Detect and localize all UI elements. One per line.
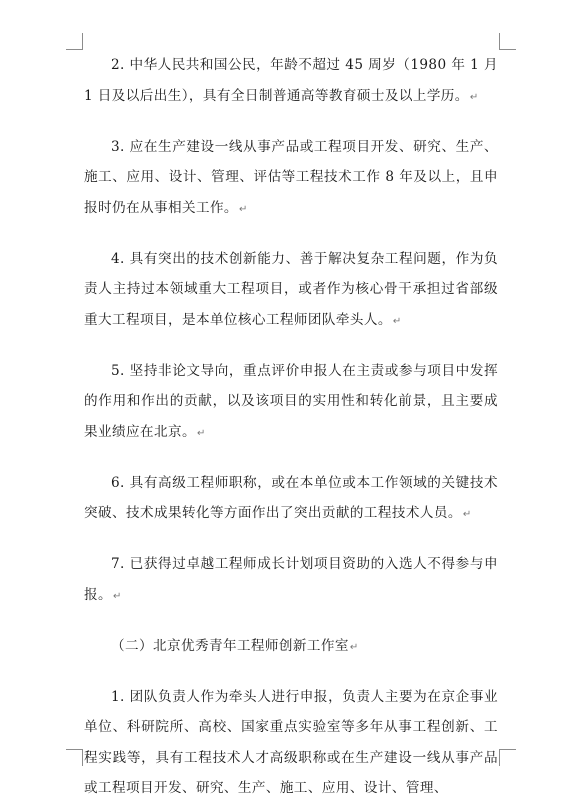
paragraph-mark-icon: ↵ — [462, 509, 472, 520]
paragraph-item-2[interactable] — [84, 50, 498, 113]
paragraph-item-3[interactable] — [84, 132, 498, 226]
paragraph-mark-icon: ↵ — [113, 590, 122, 602]
paragraph-item-7[interactable] — [84, 549, 498, 612]
paragraph-text: 3. 应在生产建设一线从事产品或工程项目开发、研究、生产、施工、应用、设计、管理、评估等工程技术工作 8 年及以上，且申报时仍在从事相关工作。 — [84, 138, 498, 216]
paragraph-text: 6. 具有高级工程师职称，或在本单位或本工作领域的关键技术突破、技术成果转化等方面作出了突出贡献的工程技术人员。 — [84, 474, 498, 521]
paragraph-mark-icon: ↵ — [392, 315, 402, 327]
paragraph-text: 7. 已获得过卓越工程师成长计划项目资助的入选人不得参与申报。 — [84, 556, 498, 603]
crop-mark-bottom-left — [66, 749, 83, 766]
paragraph-mark-icon: ↵ — [238, 203, 248, 215]
paragraph-text: 1. 团队负责人作为牵头人进行申报，负责人主要为在京企事业单位、科研院所、高校、国家重点实验室等多年从事工程创新、工程实践等，具有工程技术人才高级职称或在生产建设一线从事产品或工程项目开发、研究、生产、施工、应用、设计、管理、 — [84, 688, 498, 796]
paragraph-mark-icon: ↵ — [349, 641, 359, 653]
section-heading[interactable] — [84, 631, 498, 664]
paragraph-mark-icon: ↵ — [196, 427, 206, 439]
crop-mark-top-left — [66, 33, 83, 50]
paragraph-item-4[interactable] — [84, 244, 498, 338]
paragraph-text: 5. 坚持非论文导向，重点评价申报人在主责或参与项目中发挥的作用和作出的贡献，以及该项目的实用性和转化前景，且主要成果业绩应在北京。 — [84, 362, 498, 440]
paragraph-item-6[interactable] — [84, 468, 498, 531]
paragraph-mark-icon: ↵ — [469, 91, 479, 103]
paragraph-item-5[interactable] — [84, 356, 498, 450]
document-body[interactable] — [84, 50, 498, 808]
paragraph-text: 2. 中华人民共和国公民，年龄不超过 45 周岁（1980 年 1 月 1 日及以后出生），具有全日制普通高等教育硕士及以上学历。 — [84, 57, 498, 104]
section-heading-text: （二）北京优秀青年工程师创新工作室 — [111, 637, 349, 654]
paragraph-item-team-1[interactable] — [84, 682, 498, 804]
paragraph-text: 4. 具有突出的技术创新能力、善于解决复杂工程问题，作为负责人主持过本领域重大工程项目，或者作为核心骨干承担过省部级重大工程项目，是本单位核心工程师团队牵头人。 — [84, 250, 498, 328]
crop-mark-bottom-right — [499, 749, 516, 766]
crop-mark-top-right — [499, 33, 516, 50]
